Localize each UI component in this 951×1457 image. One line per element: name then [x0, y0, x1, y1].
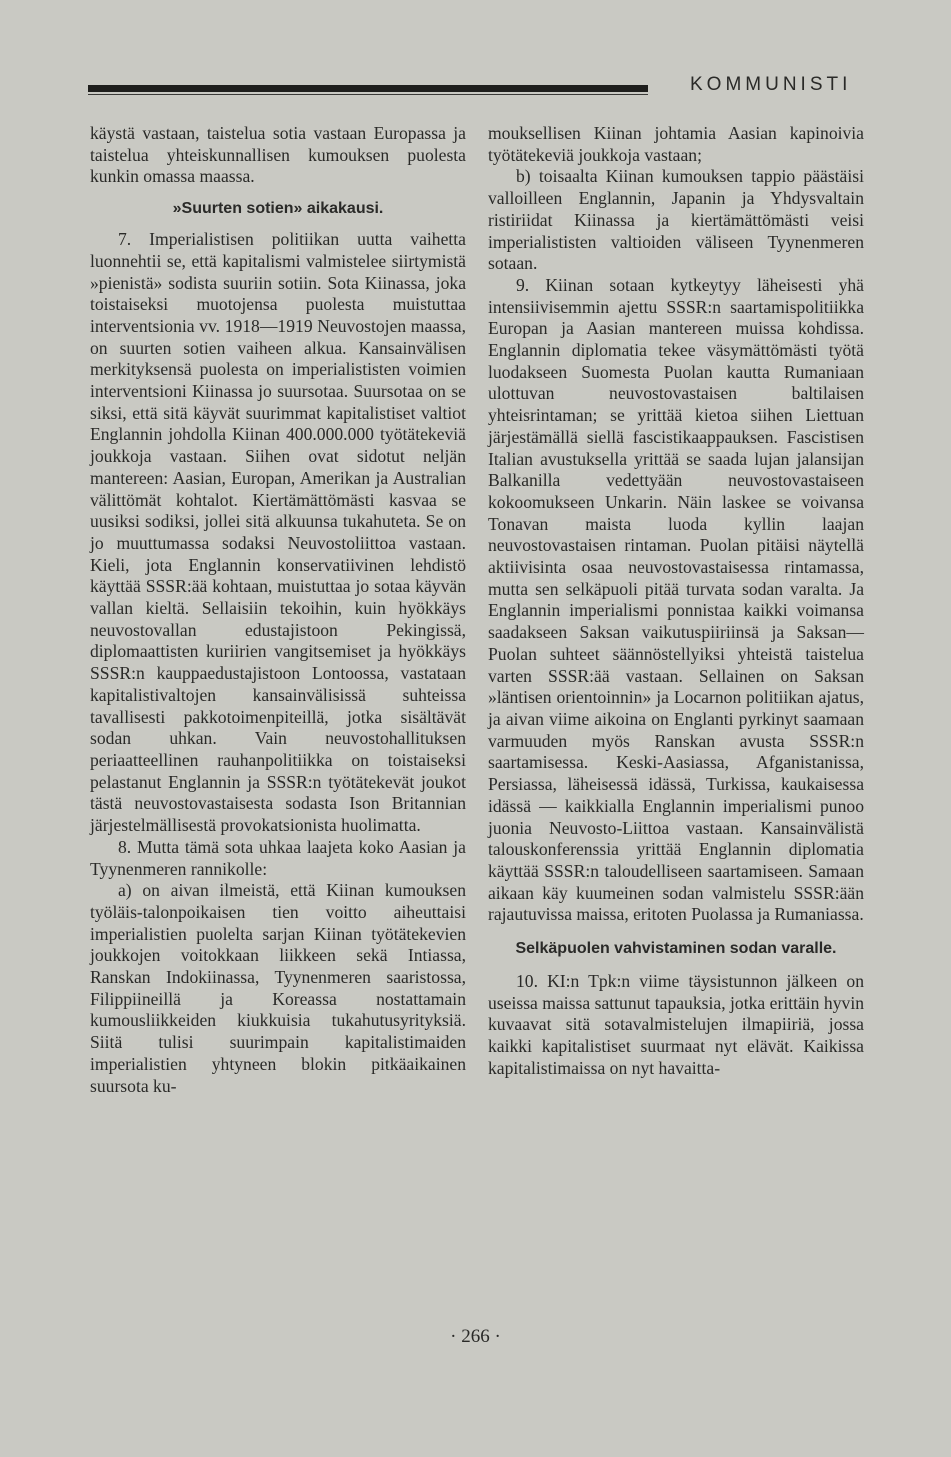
page-number: · 266 ·	[450, 1326, 501, 1347]
right-column	[488, 123, 864, 1080]
section-heading: Selkäpuolen vahvistaminen sodan varalle.	[515, 940, 837, 958]
paragraph: 7. Imperialistisen politiikan uutta vaihetta luonnehtii se, että kapitalismi valmistelee siirtymistä »pienistä» sodista suuriin sotiin. Sota Kiinassa, joka toistaiseksi muotojensa puolesta muistuttaa interventsionia vv. 1918—1919 Neuvostojen maassa, on suurten sotien vaiheen alkua. Kansainvälisen merkityksensä puolesta on imperialististen voimien interventsioni Kiinassa jo suursotaa. Suursotaa on se siksi, että sitä käyvät suurimmat kapitalistiset valtiot Englannin johdolla Kiinan 400.000.000 työtätekeviä joukkoja vastaan. Siihen ovat sidotut neljän mantereen: Aasian, Europan, Amerikan ja Australian välittömät kohtalot. Kiertämättömästi kasvaa se uusiksi sodiksi, jollei sitä alkuunsa tukahuteta. Se on jo muuttumassa sodaksi Neuvostoliittoa vastaan. Kieli, jota Englannin konservatiivinen lehdistö käyttää SSSR:ää kohtaan, muistuttaa jo sotaa käyvän vallan kieltä. Sellaisiin tekoihin, kuin hyökkäys neuvostovallan edustajistoon Pekingissä, diplomaattisten kuriirien vangitsemiset ja hyökkäys SSSR:n kauppaedustajistoon Lontoossa, vastataan kapitalistivaltojen kansainvälisissä suhteissa tavallisesti pakkotoimenpiteillä, jotka sisältävät sodan uhkan. Vain neuvostohallituksen periaatteellinen rauhanpolitiikka on toistaiseksi pelastanut Englannin ja SSSR:n työtätekevät joukot tästä neuvostovastaisesta sodasta Ison Britannian järjestelmällisestä provokatsionista huolimatta.	[90, 229, 466, 836]
paragraph: mouksellisen Kiinan johtamia Aasian kapinoivia työtätekeviä joukkoja vastaan;	[488, 123, 864, 165]
paragraph: 10. KI:n Tpk:n viime täysistunnon jälkeen on useissa maissa sattunut tapauksia, jotka erittäin hyvin kuvaavat sitä sotavalmistelujen ilmapiiriä, jossa kaikki kapitalistiset suurmaat nyt elävät. Kaikissa kapitalistimaissa on nyt havaitta-	[488, 971, 864, 1078]
paragraph: 9. Kiinan sotaan kytkeytyy läheisesti yhä intensiivisemmin ajettu SSSR:n saartamispolitiikka Europan ja Aasian mantereen muissa kohdissa. Englannin diplomatia tekee väsymättömästi työtä luodakseen Suomesta Puolan kautta Rumaniaan ulottuvan neuvostovastaisen baltilaisen yhteisrintaman; se yrittää kietoa siihen Liettuan järjestämällä siellä fascistikaappauksen. Fascistisen Italian avustuksella yrittää se saada lujan jalansijan Balkanilla vedettyään neuvostovastaiseen kokoomukseen Unkarin. Näin laskee se voivansa Tonavan maista luoda kyllin laajan neuvostovastaisen rintaman. Puolan pitäisi näytellä aktiivisinta osaa neuvostovastaisessa rintamassa, mutta sen selkäpuoli pitää turvata sodan varalta. Ja Englannin imperialismi ponnistaa kaikki voimansa saadakseen Saksan vaikutuspiiriinsä ja Saksan—Puolan suhteet säännöstellyiksi yhteistä taistelua varten SSSR:ää vastaan. Sellainen on Saksan »läntisen orientoinnin» ja Locarnon politiikan ajatus, ja aivan viime aikoina on Englanti pyrkinyt saamaan varmuuden myös Ranskan avusta SSSR:n saartamisessa. Keski-Aasiassa, Afganistanissa, Persiassa, läheisessä idässä, Turkissa, kaukaisessa idässä — kaikkialla Englannin imperialismi punoo juonia Neuvosto-Liittoa vastaan. Kansainvälistä talouskonferenssia yrittää Englannin diplomatia käyttää SSSR:n taloudelliseen saartamiseen. Samaan aikaan käy kuumeinen sodan valmistelu SSSR:ään rajautuvissa maissa, eritoten Puolassa ja Rumaniassa.	[488, 274, 864, 925]
running-head: KOMMUNISTI	[690, 74, 852, 95]
paragraph: a) on aivan ilmeistä, että Kiinan kumouksen työläis-talonpoikaisen tien voitto aiheuttaisi imperialistien puolelta sarjan Kiinan työtätekevien joukkojen voitokkaan liikkeen sekä Intiassa, Ranskan Indokiinassa, Tyynenmeren saaristossa, Filippiineillä ja Koreassa nostattamain kumousliikkeiden kiukkuisia tukahutusyrityksiä. Siitä tulisi suurimpain kapitalistimaiden imperialistien yhtyneen blokin pitkäaikainen suursota ku-	[90, 880, 466, 1096]
paragraph: 8. Mutta tämä sota uhkaa laajeta koko Aasian ja Tyynenmeren rannikolle:	[90, 836, 466, 879]
header-rule	[88, 83, 648, 97]
paragraph: käystä vastaan, taistelua sotia vastaan Europassa ja taistelua yhteiskunnallisen kumouksen puolesta kunkin omassa maassa.	[90, 123, 466, 187]
left-column	[90, 123, 466, 1097]
section-heading: »Suurten sotien» aikakausi.	[172, 200, 384, 218]
paragraph: b) toisaalta Kiinan kumouksen tappio päästäisi valloilleen Englannin, Japanin ja Yhdysvaltain ristiriidat Kiinassa ja kiertämättömästi veisi imperialististen valtioiden väliseen Tyynenmeren sotaan.	[488, 166, 864, 274]
